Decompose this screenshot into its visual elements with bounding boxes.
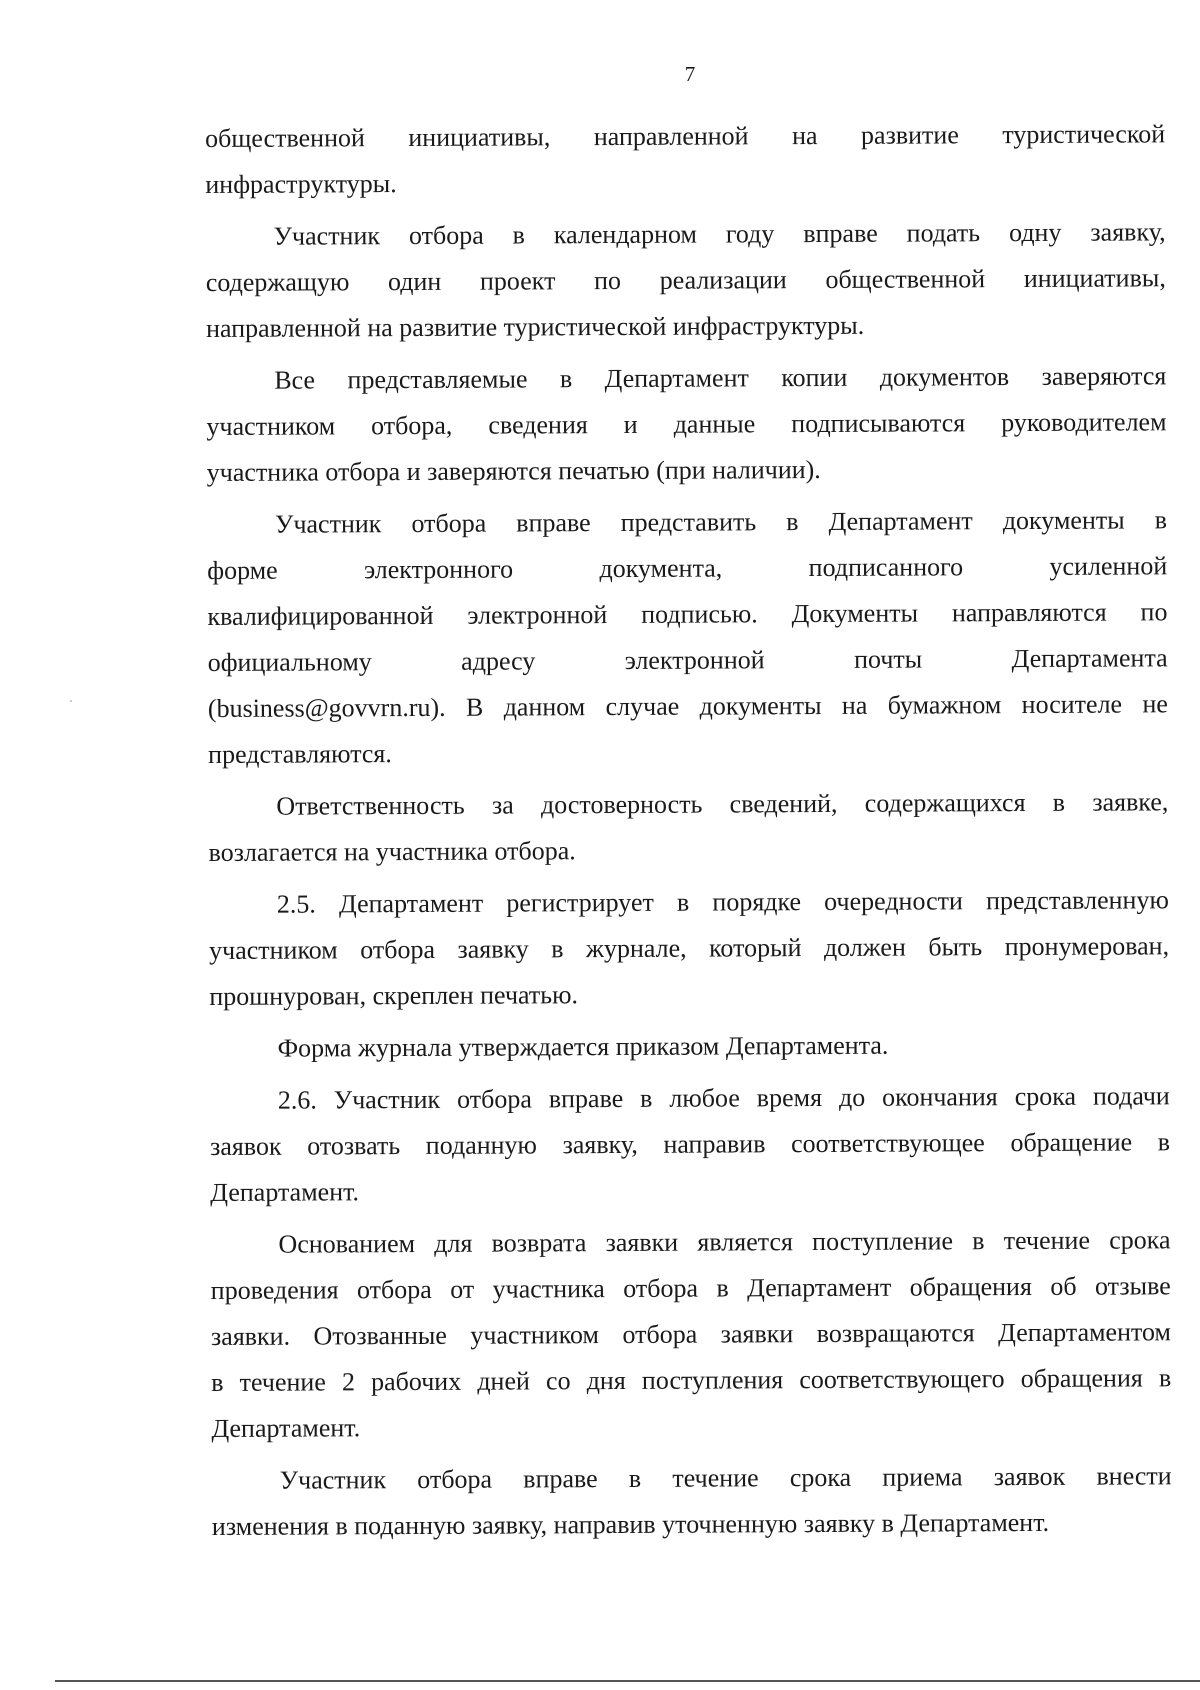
text-line: 2.5. Департамент регистрирует в порядке очередности представленную (276, 885, 1169, 919)
text-line: форме электронного документа, подписанного усиленной (207, 551, 1168, 585)
text-line: Форма журнала утверждается приказом Департамента. (277, 1030, 889, 1063)
document-body (205, 111, 1172, 1550)
text-line: Участник отбора в календарном году вправе подать одну заявку, (273, 217, 1166, 251)
paragraph (210, 1073, 1171, 1216)
paragraph (212, 1453, 1172, 1550)
text-line: участником отбора, сведения и данные подписываются руководителем (206, 407, 1167, 441)
paragraph (208, 779, 1168, 876)
text-line: представляются. (208, 739, 392, 769)
text-line: участника отбора и заверяются печатью (при наличии). (206, 454, 821, 487)
text-line: заявок отозвать поданную заявку, направив соответствующее обращение в (209, 1127, 1171, 1161)
text-line: (business@govvrn.ru). В данном случае документы на бумажном носителе не (207, 689, 1168, 723)
paragraph (205, 209, 1166, 352)
text-line: Ответственность за достоверность сведений, содержащихся в заявке, (276, 787, 1169, 821)
text-line: содержащую один проект по реализации общественной инициативы, (205, 263, 1166, 297)
text-line: проведения отбора от участника отбора в Департамент обращения об отзыве (210, 1271, 1171, 1305)
text-line: направленной на развитие туристической инфраструктуры. (205, 310, 865, 343)
text-line: Департамент. (211, 1413, 361, 1443)
text-line: Все представляемые в Департамент копии документов заверяются (274, 361, 1167, 395)
text-line: Участник отбора вправе представить в Департамент документы в (274, 505, 1168, 539)
text-line: изменения в поданную заявку, направив уточненную заявку в Департамент. (211, 1507, 1050, 1541)
text-line: 2.6. Участник отбора вправе в любое время до окончания срока подачи (277, 1081, 1170, 1115)
text-line: прошнурован, скреплен печатью. (209, 980, 579, 1011)
text-line: инфраструктуры. (205, 169, 397, 199)
paragraph (210, 1217, 1171, 1452)
paragraph (209, 1021, 1169, 1072)
paragraph (209, 877, 1170, 1020)
text-line: Департамент. (210, 1177, 360, 1207)
scan-edge-line (55, 1680, 1200, 1682)
text-line: Участник отбора вправе в течение срока приема заявок внести (279, 1461, 1172, 1495)
text-line: заявки. Отозванные участником отбора заявки возвращаются Департаментом (210, 1317, 1172, 1351)
text-line: в течение 2 рабочих дней со дня поступления соответствующего обращения в (211, 1363, 1172, 1397)
text-line: квалифицированной электронной подписью. Документы направляются по (207, 597, 1168, 631)
text-line: официальному адресу электронной почты Департамента (207, 643, 1168, 677)
text-line: возлагается на участника отбора. (208, 836, 576, 867)
page-number: 7 (684, 62, 696, 86)
text-line: общественной инициативы, направленной на развитие туристической (205, 119, 1166, 153)
paragraph (205, 111, 1165, 208)
paragraph (206, 353, 1167, 496)
text-line: участником отбора заявку в журнале, который должен быть пронумерован, (209, 931, 1170, 965)
text-line: Основанием для возврата заявки является поступление в течение срока (278, 1225, 1171, 1259)
scan-speck (70, 700, 72, 702)
paragraph (207, 497, 1168, 778)
